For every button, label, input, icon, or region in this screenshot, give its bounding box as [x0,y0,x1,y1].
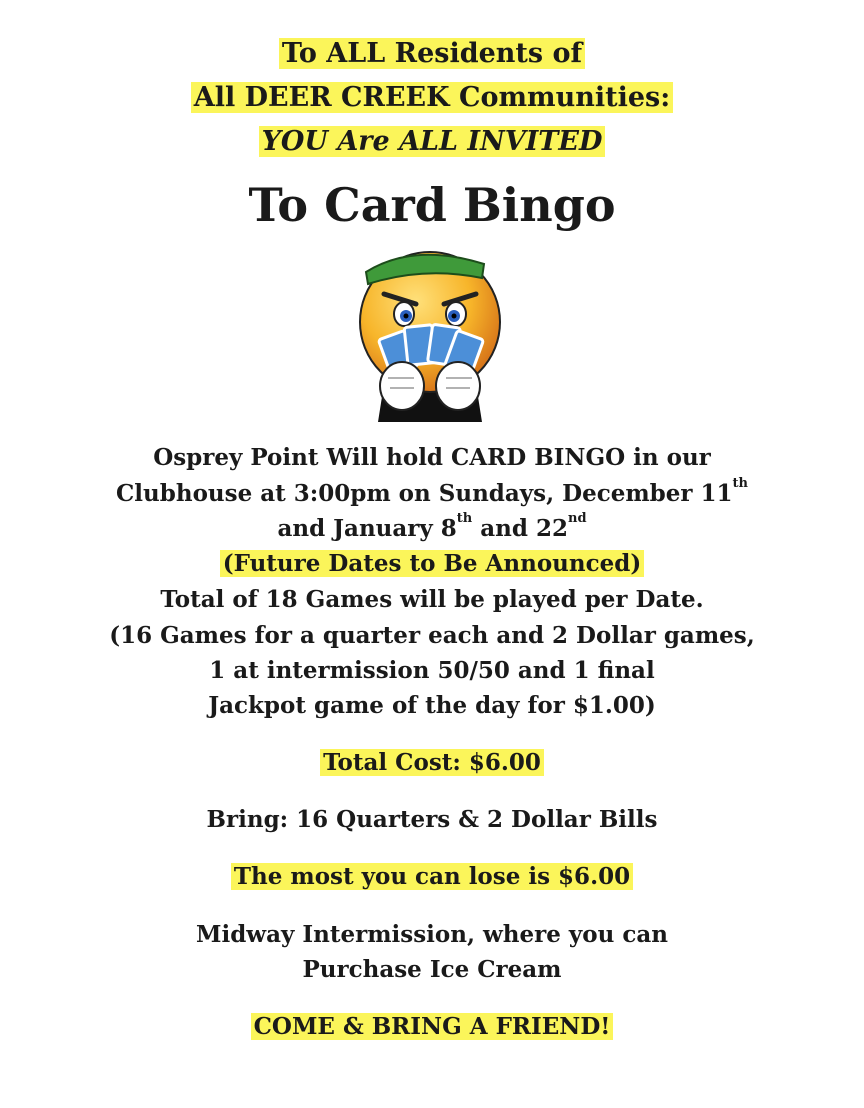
bring-items: Bring: 16 Quarters & 2 Dollar Bills [206,806,658,833]
card-player-smiley-icon [354,244,506,424]
header-line-1: To ALL Residents of [0,38,864,69]
header-line-2: All DEER CREEK Communities: [0,82,864,113]
total-cost: Total Cost: $6.00 [0,749,864,776]
details-line-6: (16 Games for a quarter each and 2 Dollar games, [109,622,755,649]
page-title: To Card Bingo [248,178,616,232]
header-line-3: YOU Are ALL INVITED [0,126,864,157]
details-line-1: Osprey Point Will hold CARD BINGO in our [153,444,711,471]
details-line-7: 1 at intermission 50/50 and 1 final [209,657,655,684]
intermission-line-1: Midway Intermission, where you can [196,921,668,948]
call-to-action: COME & BRING A FRIEND! [0,1013,864,1040]
max-loss: The most you can lose is $6.00 [0,863,864,890]
intermission-line-2: Purchase Ice Cream [302,956,562,983]
details-line-2: Clubhouse at 3:00pm on Sundays, December 11th [116,476,748,507]
details-line-8: Jackpot game of the day for $1.00) [208,692,656,719]
details-line-5: Total of 18 Games will be played per Date. [160,586,704,613]
details-line-4: (Future Dates to Be Announced) [0,550,864,577]
details-line-3: and January 8th and 22nd [277,511,587,542]
